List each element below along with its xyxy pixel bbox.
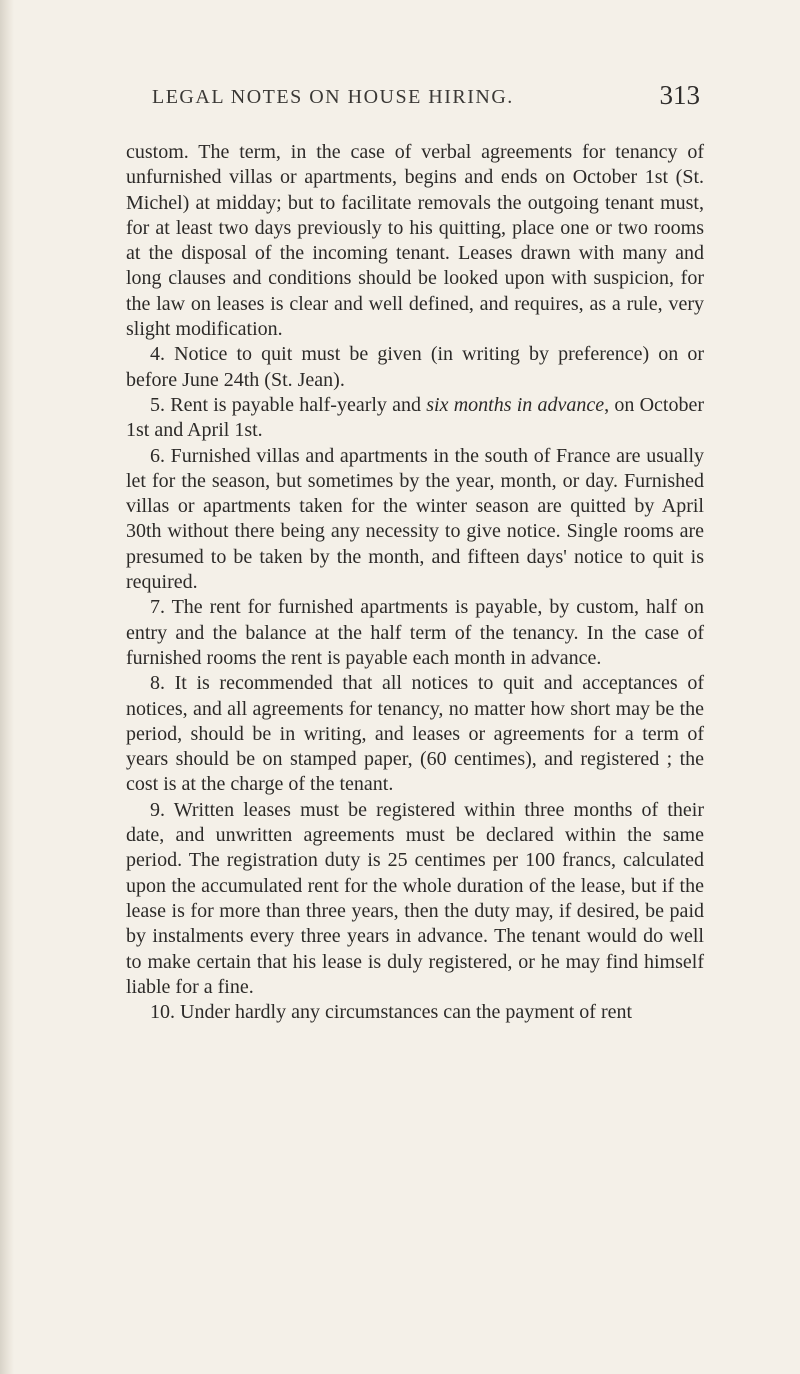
page-binding-edge: [0, 0, 14, 1374]
paragraph-item-5-italic: six months in advance: [426, 393, 605, 416]
paragraph-item-7: 7. The rent for furnished apartments is payable, by custom, half on entry and the balance at the half term of the tenancy. In the case of furnished rooms the rent is payable each month in advance.: [126, 596, 704, 669]
paragraph-item-5-tail: , on October 1st and April 1st.: [126, 393, 705, 442]
page-number: 313: [659, 80, 700, 110]
paragraph-item-10: 10. Under hardly any circumstances can the payment of rent: [150, 1001, 633, 1024]
paragraph-item-4: 4. Notice to quit must be given (in writing by preference) on or before June 24th (St. Jean).: [126, 343, 704, 391]
page-header: [152, 80, 700, 120]
running-head: LEGAL NOTES ON HOUSE HIRING.: [152, 86, 514, 108]
body-text: [126, 140, 704, 1025]
paragraph-item-5: [126, 393, 704, 444]
paragraph-item-8: 8. It is recommended that all notices to quit and acceptances of notices, and all agreements for tenancy, no matter how short may be the period, should be in writing, and leases or agreements for a term of years should be on stamped paper, (60 centimes), and registered ; the cost is at the charge of the tenant.: [126, 672, 704, 796]
paragraph-item-6: 6. Furnished villas and apartments in the south of France are usually let for the season, but sometimes by the year, month, or day. Furnished villas or apartments taken for the winter season are quitted by April 30th without there being any necessity to give notice. Single rooms are presumed to be taken by the month, and fifteen days' notice to quit is required.: [126, 444, 704, 594]
paragraph-item-5-lead: 5. Rent is payable half-yearly and: [150, 393, 427, 416]
paragraph-continuation: custom. The term, in the case of verbal agreements for tenancy of unfurnished villas or apartments, begins and ends on October 1st (St. Michel) at midday; but to facilitate removals the outgoing tenant must, for at least two days previously to his quitting, place one or two rooms at the disposal of the incoming tenant. Leases drawn with many and long clauses and conditions should be looked upon with suspicion, for the law on leases is clear and well defined, and requires, as a rule, very slight modification.: [126, 141, 704, 341]
paragraph-item-9: 9. Written leases must be registered within three months of their date, and unwritten agreements must be declared within the same period. The registration duty is 25 centimes per 100 francs, calculated upon the accumulated rent for the whole duration of the lease, but if the lease is for more than three years, then the duty may, if desired, be paid by instalments every three years in advance. The tenant would do well to make certain that his lease is duly registered, or he may find himself liable for a fine.: [126, 798, 704, 998]
